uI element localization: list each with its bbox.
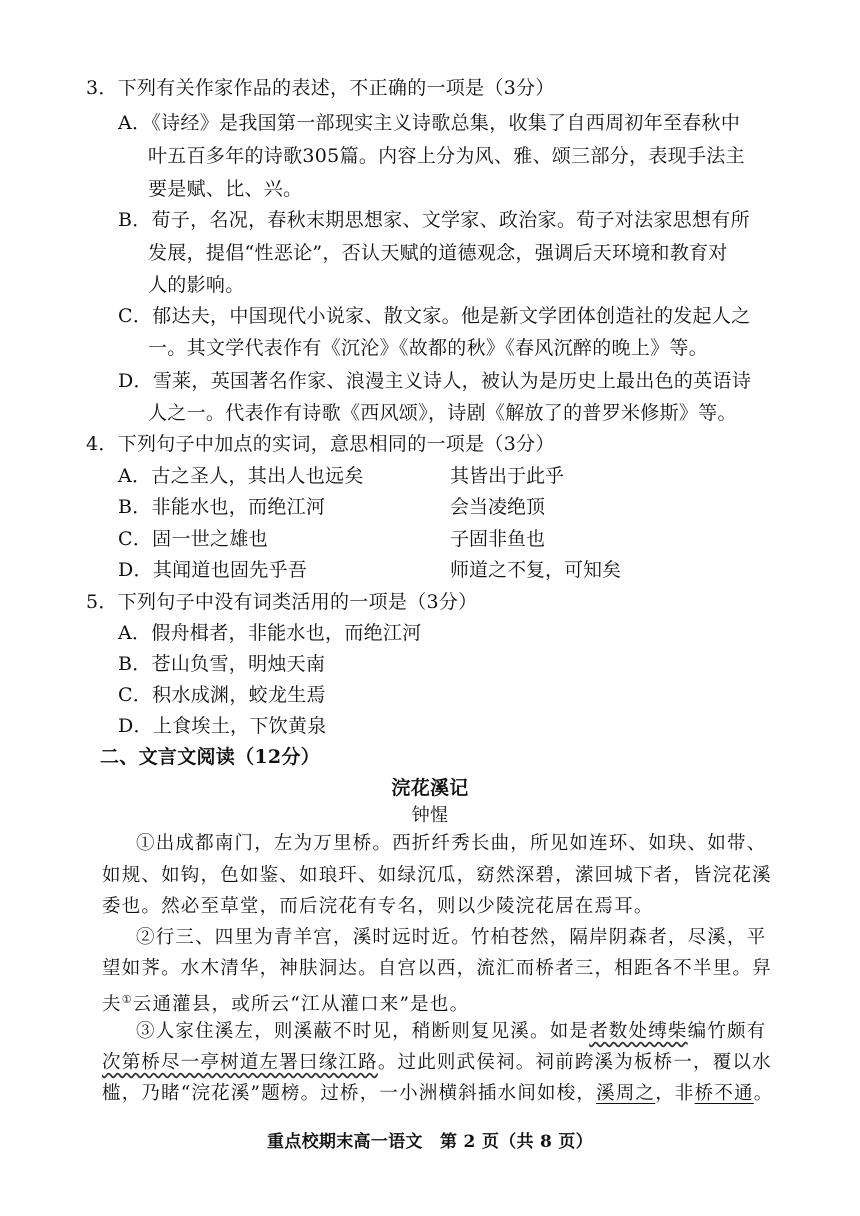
q3-option-b-line2: 发展，提倡“性恶论”，否认天赋的道德观念，强调后天环境和教育对 [148,242,728,264]
wavy-underlined-text: 次第桥尽一亭树道左署曰缘江路 [102,1052,378,1073]
q3-option-a-line3: 要是赋、比、兴。 [148,178,303,200]
q5-option-d: D．上食埃土，下饮黄泉 [118,715,327,737]
page-footer: 重点校期末高一语文 第 2 页（共 8 页） [267,1132,593,1152]
q3-option-b-line1: B．荀子，名况，春秋末期思想家、文学家、政治家。荀子对法家思想有所 [118,209,750,231]
passage-text: 。过此则武侯祠。祠前跨溪为板桥一，覆以水 [377,1052,772,1073]
passage-author: 钟惺 [411,805,449,826]
q4-option-b-compare: 会当凌绝顶 [450,496,546,518]
passage-p2-line2: 望如荠。水木清华，神肤洞达。自宫以西，流汇而桥者三，相距各不半里。舁 [102,958,772,979]
footnote-marker: ① [121,993,133,1006]
q3-option-b-line3: 人的影响。 [148,274,245,296]
passage-p3-line1 [136,1020,766,1044]
passage-p3-line3 [102,1082,773,1106]
passage-text: 槛，乃睹“浣花溪”题榜。过桥，一小洲横斜插水间如梭， [102,1083,597,1104]
q3-option-c-line2: 一。其文学代表作有《沉沦》《故都的秋》《春风沉醉的晚上》等。 [148,337,709,359]
q5-option-b: B．苍山负雪，明烛天南 [118,653,326,675]
passage-p1-line3: 委也。然必至草堂，而后浣花有专名，则以少陵浣花居在焉耳。 [102,896,654,917]
q4-option-c: C．固一世之雄也 [118,528,268,550]
q4-option-d-compare: 师道之不复，可知矣 [450,559,622,581]
q3-option-d-line1: D．雪莱，英国著名作家、浪漫主义诗人，被认为是历史上最出色的英语诗 [118,370,752,392]
passage-text: ③人家住溪左，则溪蔽不时见，稍断则复见溪。如是 [136,1021,590,1042]
wavy-underlined-text: 者数处缚柴 [589,1021,688,1042]
q4-option-b: B．非能水也，而绝江河 [118,496,326,518]
q5-stem: 5．下列句子中没有词类活用的一项是（3分） [86,591,478,613]
passage-p1-line2: 如规、如钩，色如鉴、如琅玕、如绿沉瓜，窈然深碧，潆回城下者，皆浣花溪 [102,865,772,886]
section-heading: 二、文言文阅读（12分） [100,746,321,768]
passage-p3-line2 [102,1051,772,1075]
passage-text: 云通灌县，或所云“江从灌口来”是也。 [132,994,470,1016]
q3-option-d-line2: 人之一。代表作有诗歌《西风颂》，诗剧《解放了的普罗米修斯》等。 [148,402,737,424]
underlined-text: 桥不通 [694,1083,754,1104]
q3-option-a-line1: A．《诗经》是我国第一部现实主义诗歌总集，收集了自西周初年至春秋中 [118,112,741,134]
passage-p1-line1: ①出成都南门，左为万里桥。西折纤秀长曲，所见如连环、如玦、如带、 [136,833,767,854]
passage-title: 浣花溪记 [391,777,469,799]
passage-p2-line1: ②行三、四里为青羊宫，溪时远时近。竹柏苍然，隔岸阴森者，尽溪，平 [136,927,767,948]
passage-text: ，非 [655,1083,695,1104]
q4-stem: 4．下列句子中加点的实词，意思相同的一项是（3分） [86,433,555,455]
q3-option-a-line2: 叶五百多年的诗歌305篇。内容上分为风、雅、颂三部分，表现手法主 [148,145,745,167]
q4-option-c-compare: 子固非鱼也 [450,528,546,550]
q4-option-a-compare: 其皆出于此乎 [450,465,565,487]
passage-text: 编竹颇有 [687,1021,767,1042]
q3-stem: 3．下列有关作家作品的表述，不正确的一项是（3分） [86,77,555,99]
passage-text: 夫 [102,994,122,1016]
underlined-text: 溪周之 [596,1083,656,1104]
q4-option-a: A．古之圣人，其出人也远矣 [118,465,364,487]
q5-option-a: A．假舟楫者，非能水也，而绝江河 [118,622,422,644]
q3-option-c-line1: C．郁达夫，中国现代小说家、散文家。他是新文学团体创造社的发起人之 [118,305,751,327]
q5-option-c: C．积水成渊，蛟龙生焉 [118,684,326,706]
passage-p2-line3 [102,988,469,1017]
q4-option-d: D．其闻道也固先乎吾 [118,559,308,581]
passage-text: 。 [753,1083,774,1104]
